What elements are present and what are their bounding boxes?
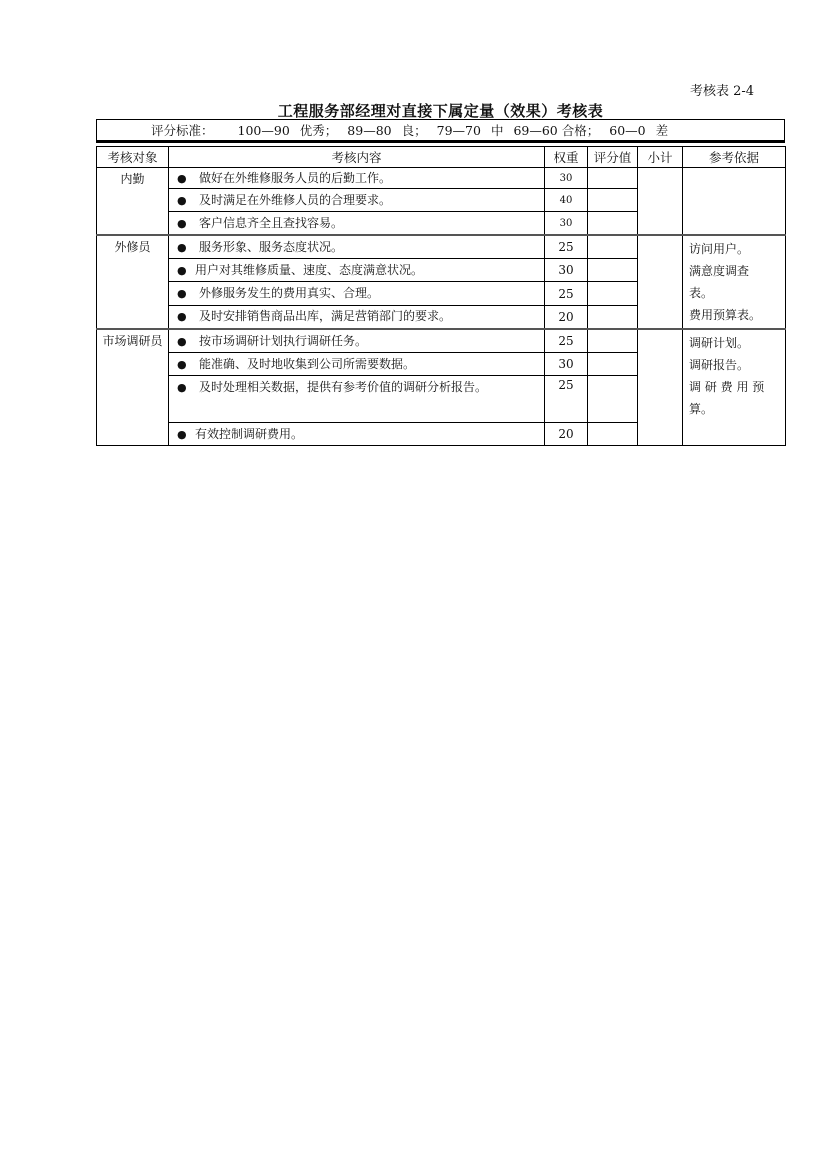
score-cell[interactable] xyxy=(588,282,638,305)
bullet-icon: ● xyxy=(177,427,187,441)
header-score: 评分值 xyxy=(588,147,638,168)
subtotal-cell[interactable] xyxy=(638,329,683,446)
bullet-icon: ● xyxy=(177,357,187,371)
table-row xyxy=(97,235,786,259)
range-medium: 79—70 xyxy=(436,122,481,138)
weight-cell: 30 xyxy=(545,168,588,189)
basis-cell xyxy=(683,329,786,446)
bullet-icon: ● xyxy=(177,334,187,348)
assessment-table xyxy=(96,146,786,446)
content-cell: ● 有效控制调研费用。 xyxy=(169,423,545,446)
subtotal-cell[interactable] xyxy=(638,235,683,329)
weight-cell: 20 xyxy=(545,423,588,446)
basis-line: 表。 xyxy=(689,286,714,300)
bullet-icon: ● xyxy=(177,310,187,324)
object-cell: 市场调研员 xyxy=(97,329,169,446)
basis-line: 调 研 费 用 预 xyxy=(689,380,765,394)
score-cell[interactable] xyxy=(588,305,638,329)
grade-good: 良； xyxy=(401,123,427,138)
basis-line: 调研报告。 xyxy=(689,358,750,372)
score-cell[interactable] xyxy=(588,376,638,423)
range-excellent: 100—90 xyxy=(237,122,290,138)
object-cell: 内勤 xyxy=(97,168,169,236)
assessment-table-wrapper xyxy=(96,119,785,446)
object-cell: 外修员 xyxy=(97,235,169,329)
weight-cell: 25 xyxy=(545,376,588,423)
content-cell: ● 客户信息齐全且查找容易。 xyxy=(169,212,545,236)
score-cell[interactable] xyxy=(588,329,638,353)
weight-cell: 25 xyxy=(545,282,588,305)
bullet-icon: ● xyxy=(177,287,187,301)
content-cell: ● 服务形象、服务态度状况。 xyxy=(169,235,545,259)
content-cell: ● 及时处理相关数据，提供有参考价值的调研分析报告。 xyxy=(169,376,545,423)
grade-medium: 中 xyxy=(490,123,504,138)
basis-line: 算。 xyxy=(689,402,714,416)
weight-cell: 30 xyxy=(545,353,588,376)
bullet-icon: ● xyxy=(177,381,187,394)
score-cell[interactable] xyxy=(588,235,638,259)
page-title: 工程服务部经理对直接下属定量（效果）考核表 xyxy=(277,102,604,120)
header-content: 考核内容 xyxy=(169,147,545,168)
score-cell[interactable] xyxy=(588,423,638,446)
range-pass: 69—60 合格； xyxy=(513,123,600,138)
scoring-criteria xyxy=(96,119,785,143)
weight-cell: 25 xyxy=(545,329,588,353)
basis-cell xyxy=(683,235,786,329)
criteria-label: 评分标准： xyxy=(151,123,214,138)
weight-cell: 30 xyxy=(545,259,588,282)
score-cell[interactable] xyxy=(588,189,638,212)
bullet-icon: ● xyxy=(177,216,187,230)
table-header-row xyxy=(97,147,786,168)
basis-line: 费用预算表。 xyxy=(689,308,762,322)
weight-cell: 40 xyxy=(545,189,588,212)
form-number: 考核表 2-4 xyxy=(690,84,755,99)
header-basis: 参考依据 xyxy=(683,147,786,168)
header-weight: 权重 xyxy=(545,147,588,168)
weight-cell: 30 xyxy=(545,212,588,236)
header-subtotal: 小计 xyxy=(638,147,683,168)
content-cell: ● 及时安排销售商品出库，满足营销部门的要求。 xyxy=(169,305,545,329)
content-cell: ● 做好在外维修服务人员的后勤工作。 xyxy=(169,168,545,189)
basis-line: 满意度调查 xyxy=(689,264,750,278)
weight-cell: 20 xyxy=(545,305,588,329)
content-cell: ● 能准确、及时地收集到公司所需要数据。 xyxy=(169,353,545,376)
basis-line: 调研计划。 xyxy=(689,336,750,350)
content-cell: ● 用户对其维修质量、速度、态度满意状况。 xyxy=(169,259,545,282)
grade-excellent: 优秀； xyxy=(299,123,338,138)
bullet-icon: ● xyxy=(177,240,187,254)
content-cell: ● 按市场调研计划执行调研任务。 xyxy=(169,329,545,353)
table-row xyxy=(97,329,786,353)
bullet-icon: ● xyxy=(177,171,187,185)
header-object: 考核对象 xyxy=(97,147,169,168)
range-poor: 60—0 xyxy=(609,122,646,138)
range-good: 89—80 xyxy=(347,122,392,138)
content-cell: ● 及时满足在外维修人员的合理要求。 xyxy=(169,189,545,212)
score-cell[interactable] xyxy=(588,212,638,236)
bullet-icon: ● xyxy=(177,263,187,277)
score-cell[interactable] xyxy=(588,353,638,376)
score-cell[interactable] xyxy=(588,259,638,282)
score-cell[interactable] xyxy=(588,168,638,189)
basis-cell xyxy=(683,168,786,236)
bullet-icon: ● xyxy=(177,193,187,207)
basis-line: 访问用户。 xyxy=(689,242,750,256)
grade-poor: 差 xyxy=(655,123,669,138)
table-row xyxy=(97,168,786,189)
subtotal-cell[interactable] xyxy=(638,168,683,236)
content-cell: ● 外修服务发生的费用真实、合理。 xyxy=(169,282,545,305)
weight-cell: 25 xyxy=(545,235,588,259)
